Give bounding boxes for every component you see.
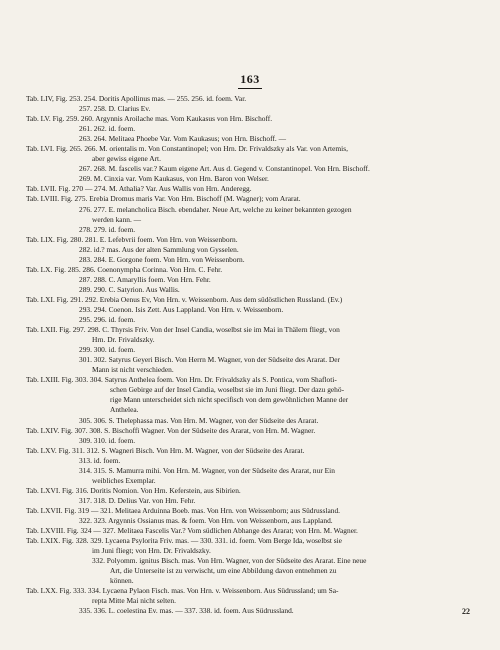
text-line: 287. 288. C. Amaryllis foem. Von Hrn. Fehr. [79, 274, 211, 284]
text-line: Tab. LXII. Fig. 297. 298. C. Thyrsis Friv. Von der Insel Candia, woselbst sie im Mai in Thälern fliegt, von [26, 325, 340, 335]
page-number: 163 [240, 72, 260, 86]
text-line: 305. 306. S. Thelephassa mas. Von Hrn. M. Wagner, von der Südseite des Ararat. [79, 415, 319, 425]
text-line: 322. 323. Argynnis Ossianus mas. & foem. Von Hrn. von Weissenborn, aus Lappland. [79, 515, 333, 525]
signature-mark: 22 [462, 607, 470, 616]
text-line: Tab. LXVI. Fig. 316. Doritis Nomion. Von Hrn. Keferstein, aus Sibirien. [26, 485, 241, 495]
text-line: Tab. LVII. Fig. 270 — 274. M. Athalia? Var. Aus Wallis von Hrn. Anderegg. [26, 184, 252, 194]
text-line: Tab. LXVII. Fig. 319 — 321. Melitaea Arduinna Boeb. mas. Von Hrn. von Weissenborn; aus Südrussland. [26, 505, 340, 515]
text-line: Tab. LXX. Fig. 333. 334. Lycaena Pylaon Fisch. mas. Von Hrn. v. Weissenborn. Aus Südrussland; um Sa- [26, 586, 339, 596]
text-line: 283. 284. E. Gorgone foem. Von Hrn. von Weissenborn. [79, 254, 245, 264]
text-line: Tab. LV. Fig. 259. 260. Argynnis Aroilache mas. Vom Kaukasus von Hrn. Bischoff. [26, 114, 273, 124]
text-line: Tab. LX. Fig. 285. 286. Coenonympha Corinna. Von Hrn. C. Fehr. [26, 264, 223, 274]
text-line: Tab. LXIV. Fig. 307. 308. S. Bischoffi Wagner. Von der Südseite des Ararat, von Hrn. M. Wagner. [26, 425, 316, 435]
text-line: Tab. LXIX. Fig. 328. 329. Lycaena Psylorita Friv. mas. — 330. 331. id. foem. Vom Berge Ida, woselbst sie [26, 536, 342, 546]
text-line: 309. 310. id. foem. [79, 435, 136, 445]
text-line: aber gewiss eigene Art. [92, 154, 161, 164]
text-line: rige Mann unterscheidet sich nicht specifisch von dem gewöhnlichen Manne der [110, 395, 349, 405]
text-line: 267. 268. M. fascelis var.? Kaum eigene Art. Aus d. Gegend v. Constantinopel. Von Hrn. Bischoff. [79, 164, 370, 174]
text-line: 257. 258. D. Clarius Ev. [79, 104, 151, 114]
text-line: Tab. LVI. Fig. 265. 266. M. orientalis m. Von Constantinopel; von Hrn. Dr. Frivaldszky als Var. von Artemis, [26, 144, 348, 154]
page-number-rule [238, 88, 262, 89]
text-line: 263. 264. Melitaea Phoebe Var. Vom Kaukasus; von Hrn. Bischoff. — [79, 134, 286, 144]
text-line: repta Mitte Mai nicht selten. [92, 596, 176, 606]
text-line: 301. 302. Satyrus Geyeri Bisch. Von Herrn M. Wagner, von der Südseite des Ararat. Der [79, 355, 341, 365]
plate-list [26, 94, 476, 616]
text-line: 295. 296. id. foem. [79, 315, 136, 325]
text-line: 317. 318. D. Delius Var. von Hrn. Fehr. [79, 495, 196, 505]
text-line: Anthelea. [110, 405, 139, 415]
text-line: 269. M. Cinxia var. Vom Kaukasus, von Hrn. Baron von Welser. [79, 174, 269, 184]
text-line: 314. 315. S. Mamurra mihi. Von Hrn. M. Wagner, von der Südseite des Ararat, nur Ein [79, 465, 335, 475]
text-line: 261. 262. id. foem. [79, 124, 136, 134]
text-line: werden kann. — [92, 214, 142, 224]
text-line: Mann ist nicht verschieden. [92, 365, 174, 375]
text-line: 276. 277. E. melancholica Bisch. ebendaher. Neue Art, welche zu keiner bekannten gezogen [79, 204, 352, 214]
text-line: Tab. LIX. Fig. 280. 281. E. Lefebvrii foem. Von Hrn. von Weissenborn. [26, 234, 238, 244]
text-line: weibliches Exemplar. [92, 475, 156, 485]
text-line: Tab. LXV. Fig. 311. 312. S. Wagneri Bisch. Von Hrn. M. Wagner, von der Südseite des Ararat. [26, 445, 305, 455]
text-line: Tab. LXI. Fig. 291. 292. Erebia Oenus Ev, Von Hrn. v. Weissenborn. Aus dem südöstlichen Russland. (Ev.) [26, 294, 343, 304]
text-line: 335. 336. L. coelestina Ev. mas. — 337. 338. id. foem. Aus Südrussland. [79, 606, 294, 616]
text-line: im Juni fliegt; von Hrn. Dr. Frivaldszky. [92, 546, 211, 556]
text-line: können. [110, 576, 134, 586]
text-line: 289. 290. C. Satyrion. Aus Wallis. [79, 284, 180, 294]
text-line: Art, die Unterseite ist zu verwischt, um eine Abbildung davon entnehmen zu [110, 566, 337, 576]
text-line: 278. 279. id. foem. [79, 224, 136, 234]
text-line: 282. id.? mas. Aus der alten Sammlung von Gysselen. [79, 244, 239, 254]
text-line: 313. id. foem. [79, 455, 121, 465]
text-line: 332. Polyomm. ignitus Bisch. mas. Von Hrn. Wagner, von der Südseite des Ararat. Eine neue [92, 556, 367, 566]
text-line: Hrn. Dr. Frivaldszky. [92, 335, 155, 345]
text-line: Tab. LVIII. Fig. 275. Erebia Dromus maris Var. Von Hrn. Bischoff (M. Wagner); vom Ararat. [26, 194, 301, 204]
text-line: schen Gebirge auf der Insel Candia, woselbst sie im Juni fliegt. Der dazu gehö- [110, 385, 345, 395]
text-line: Tab. LXVIII. Fig. 324 — 327. Melitaea Fascelis Var.? Vom südlichen Abhange des Ararat; von Hrn. M. Wagner. [26, 526, 358, 536]
text-line: Tab. LIV, Fig. 253. 254. Doritis Apollinus mas. — 255. 256. id. foem. Var. [26, 94, 247, 103]
text-line: 299. 300. id. foem. [79, 345, 136, 355]
text-line: 293. 294. Coenon. Isis Zett. Aus Lappland. Von Hrn. v. Weissenborn. [79, 304, 284, 314]
text-line: Tab. LXIII. Fig. 303. 304. Satyrus Anthelea foem. Von Hrn. Dr. Frivaldszky als S. Pontica, vom Shafloti- [26, 375, 337, 385]
